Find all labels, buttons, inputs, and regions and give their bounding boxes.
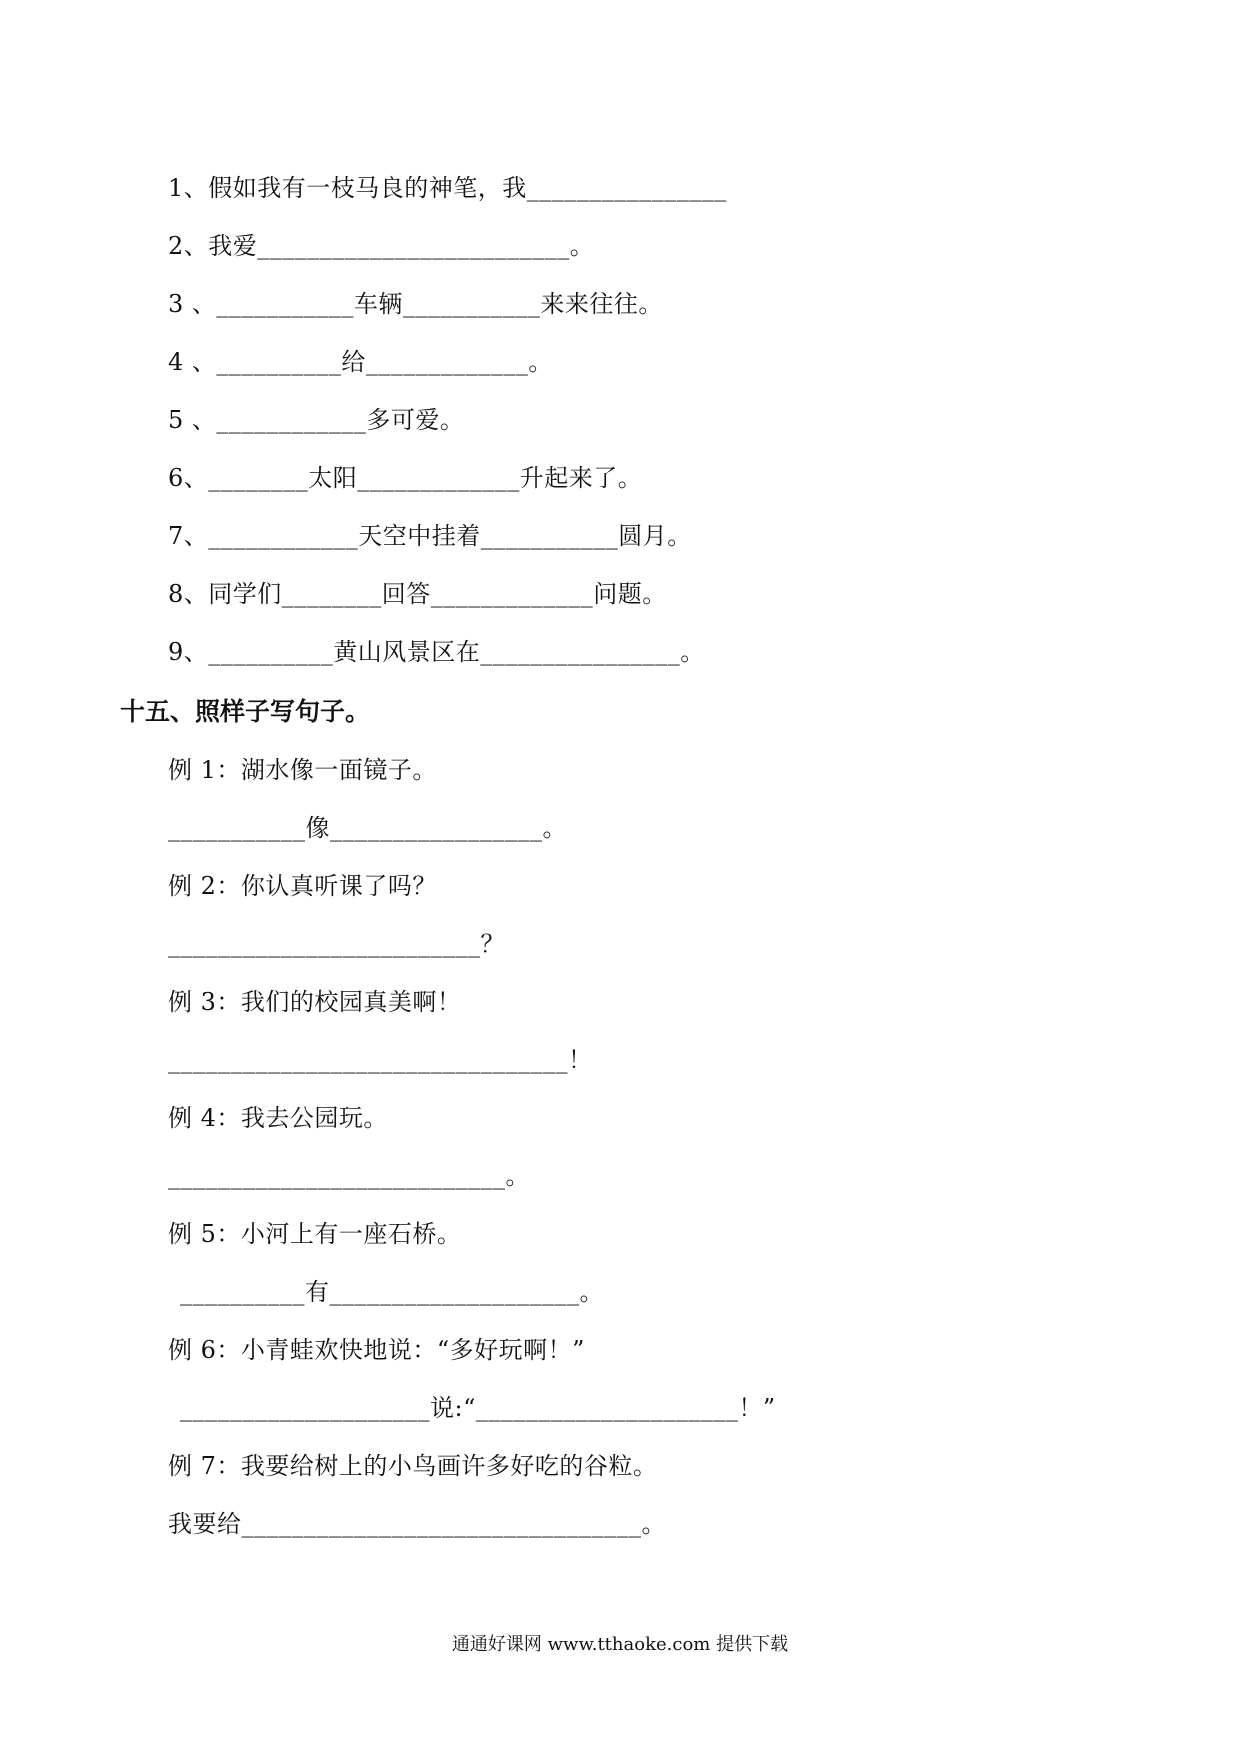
fill-item-5: 5 、____________多可爱。 xyxy=(168,406,465,434)
example-3: 例 3：我们的校园真美啊！ xyxy=(168,988,462,1016)
example-1: 例 1：湖水像一面镜子。 xyxy=(168,756,437,784)
fill-item-2: 2、我爱_________________________。 xyxy=(168,232,595,260)
answer-line-3: ________________________________！ xyxy=(168,1046,593,1074)
fill-item-1: 1、假如我有一枝马良的神笔，我________________ xyxy=(168,174,727,202)
section-heading: 十五、照样子写句子。 xyxy=(120,697,371,726)
answer-line-7: 我要给________________________________。 xyxy=(168,1510,666,1538)
answer-line-4: ___________________________。 xyxy=(168,1162,530,1190)
answer-line-5: __________有____________________。 xyxy=(180,1278,604,1306)
footer-source-text: 通通好课网 www.tthaoke.com 提供下载 xyxy=(451,1634,789,1655)
answer-line-1: ___________像_________________。 xyxy=(168,814,567,842)
fill-item-4: 4 、__________给_____________。 xyxy=(168,348,553,376)
example-2: 例 2：你认真听课了吗？ xyxy=(168,872,437,900)
example-4: 例 4：我去公园玩。 xyxy=(168,1104,388,1132)
example-6: 例 6：小青蛙欢快地说：“多好玩啊！” xyxy=(168,1336,585,1364)
example-5: 例 5：小河上有一座石桥。 xyxy=(168,1220,462,1248)
answer-line-2: _________________________？ xyxy=(168,930,505,958)
fill-item-9: 9、__________黄山风景区在________________。 xyxy=(168,638,705,666)
fill-item-6: 6、________太阳_____________升起来了。 xyxy=(168,464,643,492)
answer-line-6: ____________________说:“_____________________！” xyxy=(180,1394,776,1422)
fill-item-7: 7、____________天空中挂着___________圆月。 xyxy=(168,522,692,550)
fill-item-8: 8、同学们________回答_____________问题。 xyxy=(168,580,667,608)
example-7: 例 7：我要给树上的小鸟画许多好吃的谷粒。 xyxy=(168,1452,658,1480)
fill-item-3: 3 、___________车辆___________来来往往。 xyxy=(168,290,663,318)
